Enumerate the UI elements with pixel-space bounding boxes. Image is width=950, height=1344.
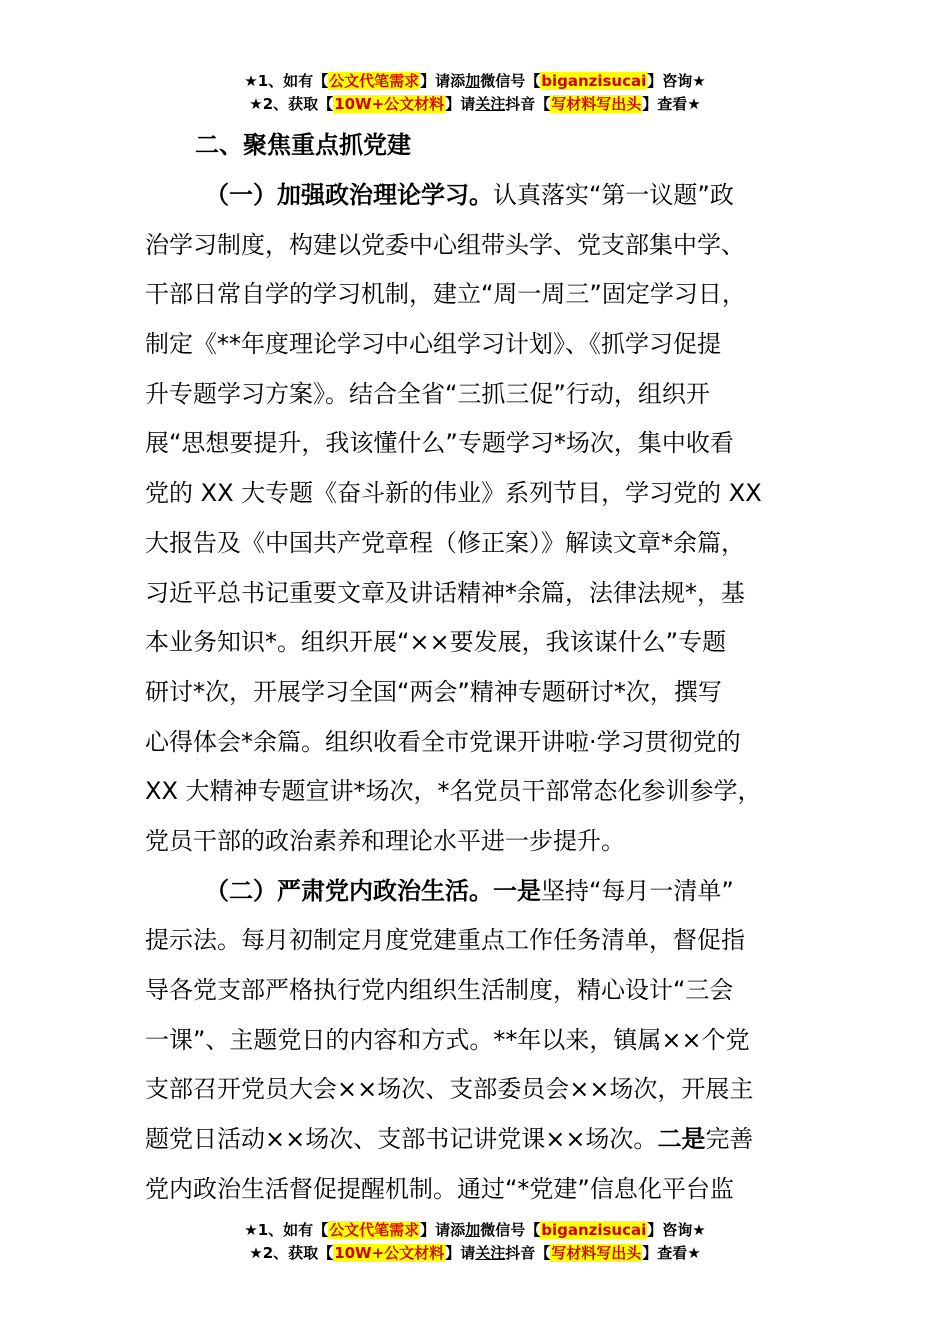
top-promo-banner bbox=[0, 70, 950, 116]
bottom-promo-banner bbox=[0, 1219, 950, 1265]
paragraph-heading: （一）加强政治理论学习。 bbox=[205, 181, 493, 209]
highlight-wechat-id: biganzisucai bbox=[541, 72, 647, 90]
highlight-service: 公文代笔需求 bbox=[329, 1221, 420, 1239]
highlight-douyin-account: 写材料写出头 bbox=[551, 95, 642, 113]
promo-line-1: ★1、如有【公文代笔需求】请添加微信号【biganzisucai】咨询★ bbox=[244, 72, 706, 90]
point-label: 二是 bbox=[657, 1125, 706, 1154]
highlight-wechat-id: biganzisucai bbox=[541, 1221, 647, 1239]
highlight-service: 公文代笔需求 bbox=[329, 72, 420, 90]
promo-line-1: ★1、如有【公文代笔需求】请添加微信号【biganzisucai】咨询★ bbox=[244, 1221, 706, 1239]
point-label: 一是 bbox=[493, 876, 541, 905]
highlight-materials: 10W+公文材料 bbox=[334, 95, 445, 113]
promo-line-2: ★2、获取【10W+公文材料】请关注抖音【写材料写出头】查看★ bbox=[249, 1244, 701, 1262]
highlight-douyin-account: 写材料写出头 bbox=[551, 1244, 642, 1262]
paragraph-heading: （二）严肃党内政治生活。 bbox=[205, 876, 493, 905]
section-title: 二、聚焦重点抓党建 bbox=[195, 131, 411, 159]
paragraph-1: （一）加强政治理论学习。认真落实“第一议题”政 治学习制度，构建以党委中心组带头学、党支部集中学、 干部日常自学的学习机制，建立“周一周三”固定学习日， 制定《**年度理论学习中心组学习计划》、《抓学习促提 升专题学习方案》。结合全省“三抓三促”行动，组织开 展“思想要提升，我该懂什么”专题学习*场次，集中收看 党的 XX 大专题《奋斗新的伟业》系列节目，学习党的 XX 大报告及《中国共产党章程（修正案）》解读文章*余篇， 习近平总书记重要文章及讲话精神*余篇，法律法规*，基 本业务知识*。组织开展“××要发展，我该谋什么”专题 研讨*次，开展学习全国“两会”精神专题研讨*次，撰写 心得体会*余篇。组织收看全市党课开讲啦·学习贯彻党的 XX 大精神专题宣讲*场次，*名党员干部常态化参训参学， 党员干部的政治素养和理论水平进一步提升。 bbox=[145, 181, 762, 855]
highlight-materials: 10W+公文材料 bbox=[334, 1244, 445, 1262]
promo-line-2: ★2、获取【10W+公文材料】请关注抖音【写材料写出头】查看★ bbox=[249, 95, 701, 113]
paragraph-2: （二）严肃党内政治生活。一是坚持“每月一清单” 提示法。每月初制定月度党建重点工作任务清单，督促指 导各党支部严格执行党内组织生活制度，精心设计“三会 一课”、主题党日的内容和方式。**年以来，镇属××个党 支部召开党员大会××场次、支部委员会××场次，开展主 题党日活动××场次、支部书记讲党课××场次。二是完善 党内政治生活督促提醒机制。通过“*党建”信息化平台监 bbox=[145, 876, 754, 1203]
document-body bbox=[145, 171, 815, 1214]
